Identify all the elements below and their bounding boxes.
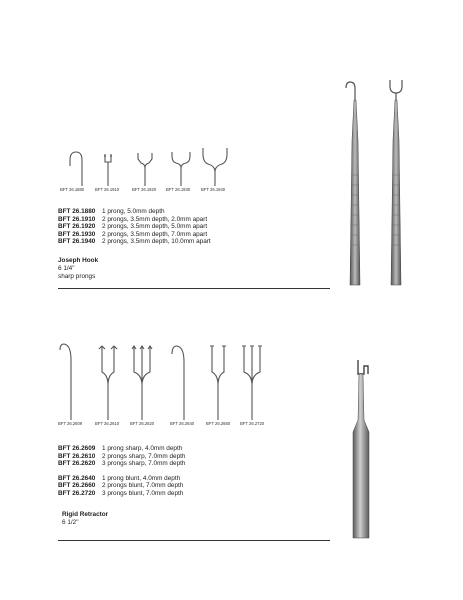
rigid-retractor-large [353, 360, 369, 538]
product-size: 6 1/2" [62, 518, 79, 526]
thumb-caption: BFT 26.2609 [58, 421, 83, 426]
spec-desc: 3 prongs sharp, 7.0mm depth [102, 460, 186, 468]
spec-code: BFT 26.1920 [58, 223, 96, 231]
spec-code: BFT 26.2660 [58, 482, 96, 490]
spec-code: BFT 26.1910 [58, 215, 96, 223]
product-note: sharp prongs [58, 272, 96, 280]
product-size: 6 1/4" [58, 264, 75, 272]
spec-code: BFT 26.2720 [58, 489, 96, 497]
spec-code: BFT 26.2610 [58, 452, 96, 460]
spec-desc: 2 prongs, 3.5mm depth, 10.0mm apart [102, 238, 211, 246]
spec-desc: 2 prongs, 3.5mm depth, 7.0mm apart [102, 230, 208, 238]
product-name: Rigid Retractor [62, 511, 109, 518]
spec-desc: 3 prongs blunt, 7.0mm depth [102, 489, 184, 497]
thumb-caption: BFT 26.1940 [201, 187, 226, 192]
spec-desc: 2 prongs, 3.5mm depth, 5.0mm apart [102, 223, 208, 231]
spec-desc: 2 prongs, 3.5mm depth, 2.0mm apart [102, 215, 208, 223]
spec-code: BFT 26.1930 [58, 230, 96, 238]
thumb-caption: BFT 26.2720 [240, 421, 265, 426]
thumb-caption: BFT 26.2610 [95, 421, 120, 426]
thumb-caption: BFT 26.1920 [132, 187, 157, 192]
spec-code: BFT 26.2609 [58, 445, 96, 452]
spec-code: BFT 26.1940 [58, 238, 96, 246]
thumb-caption: BFT 26.2660 [206, 421, 231, 426]
spec-desc: 2 prongs blunt, 7.0mm depth [102, 482, 184, 490]
product-name: Joseph Hook [58, 257, 99, 264]
spec-desc: 2 prongs sharp, 7.0mm depth [102, 452, 186, 460]
thumb-caption: BFT 26.1930 [166, 187, 191, 192]
thumb-caption: BFT 26.2640 [170, 421, 195, 426]
thumb-caption: BFT 26.2620 [130, 421, 155, 426]
spec-code: BFT 26.2620 [58, 460, 96, 468]
thumb-caption: BFT 26.1910 [95, 187, 120, 192]
spec-desc: 1 prong sharp, 4.0mm depth [102, 445, 183, 452]
spec-desc: 1 prong blunt, 4.0mm depth [102, 474, 181, 482]
spec-code: BFT 26.2640 [58, 474, 96, 482]
thumb-caption: BFT 26.1880 [60, 187, 85, 192]
spec-desc: 1 prong, 5.0mm depth [102, 208, 165, 215]
spec-code: BFT 26.1880 [58, 208, 96, 215]
